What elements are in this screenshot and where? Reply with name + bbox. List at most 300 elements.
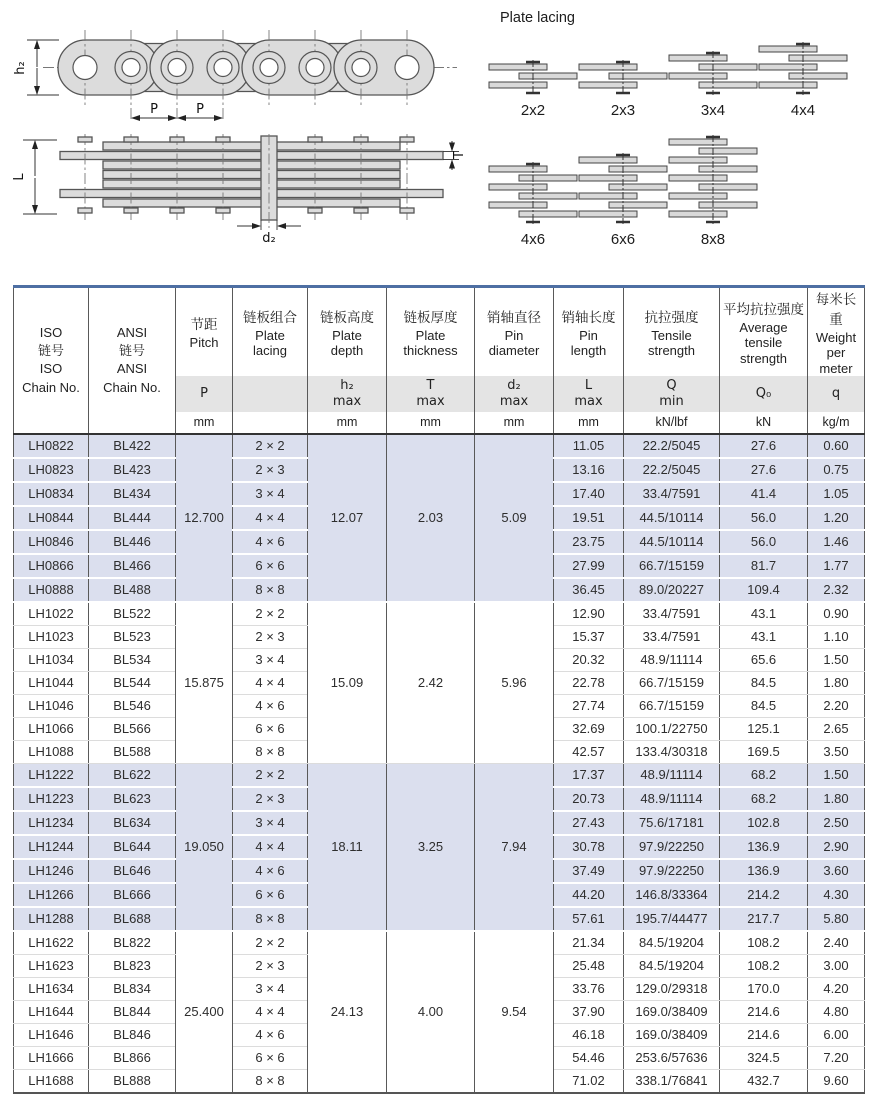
cell-plate-lacing: 4 × 4	[233, 835, 308, 859]
cell-weight-per-meter: 1.80	[808, 787, 865, 811]
cell-pin-diameter: 5.96	[475, 602, 554, 764]
cell-average-tensile-strength: 214.6	[720, 1000, 808, 1023]
column-name-cn: 每米长重	[815, 292, 857, 327]
cell-pin-length: 17.37	[554, 763, 624, 787]
cell-iso-chain-no: LH0823	[14, 458, 89, 482]
cell-average-tensile-strength: 125.1	[720, 717, 808, 740]
column-name-cn: 链板厚度	[403, 309, 458, 325]
cell-iso-chain-no: LH0822	[14, 434, 89, 458]
cell-ansi-chain-no: BL634	[89, 811, 176, 835]
cell-iso-chain-no: LH1666	[14, 1046, 89, 1069]
cell-pin-diameter: 9.54	[475, 931, 554, 1093]
cell-ansi-chain-no: BL823	[89, 954, 176, 977]
cell-tensile-strength: 22.2/5045	[624, 458, 720, 482]
cell-ansi-chain-no: BL666	[89, 883, 176, 907]
column-name-cn: 抗拉强度	[644, 309, 699, 325]
cell-average-tensile-strength: 68.2	[720, 787, 808, 811]
column-symbol: Q₀	[720, 376, 808, 412]
cell-ansi-chain-no: BL434	[89, 482, 176, 506]
cell-plate-lacing: 8 × 8	[233, 740, 308, 763]
column-name-en: Weight per meter	[815, 330, 857, 376]
column-unit: mm	[554, 412, 624, 434]
column-header	[308, 287, 387, 376]
cell-weight-per-meter: 2.40	[808, 931, 865, 955]
cell-tensile-strength: 97.9/22250	[624, 835, 720, 859]
cell-pitch: 25.400	[176, 931, 233, 1093]
cell-tensile-strength: 48.9/11114	[624, 787, 720, 811]
plate-stack	[60, 142, 443, 207]
cell-iso-chain-no: LH1688	[14, 1069, 89, 1093]
cell-weight-per-meter: 1.50	[808, 763, 865, 787]
cell-plate-lacing: 2 × 2	[233, 602, 308, 626]
cell-iso-chain-no: LH1044	[14, 671, 89, 694]
cell-average-tensile-strength: 27.6	[720, 458, 808, 482]
cell-plate-lacing: 8 × 8	[233, 578, 308, 602]
column-unit: mm	[387, 412, 475, 434]
cell-weight-per-meter: 5.80	[808, 907, 865, 931]
cell-tensile-strength: 48.9/11114	[624, 648, 720, 671]
dim-label-t: T	[452, 151, 467, 159]
lacing-label: 2x2	[520, 102, 546, 119]
cell-iso-chain-no: LH1622	[14, 931, 89, 955]
cell-pin-length: 25.48	[554, 954, 624, 977]
cell-ansi-chain-no: BL622	[89, 763, 176, 787]
cell-tensile-strength: 100.1/22750	[624, 717, 720, 740]
column-name-en: Pitch	[189, 335, 219, 351]
cell-pin-length: 46.18	[554, 1023, 624, 1046]
cell-ansi-chain-no: BL844	[89, 1000, 176, 1023]
spec-table	[13, 285, 865, 1094]
cell-pitch: 12.700	[176, 434, 233, 602]
cell-pin-length: 33.76	[554, 977, 624, 1000]
cell-average-tensile-strength: 432.7	[720, 1069, 808, 1093]
cell-pin-length: 22.78	[554, 671, 624, 694]
pin-hole	[168, 59, 186, 77]
cell-pin-length: 44.20	[554, 883, 624, 907]
column-name-en: Pin diameter	[488, 327, 540, 358]
column-symbol: q	[808, 376, 865, 412]
dim-label-h2: h₂	[13, 61, 28, 75]
column-symbol: T max	[387, 376, 475, 412]
cell-weight-per-meter: 4.30	[808, 883, 865, 907]
cell-average-tensile-strength: 84.5	[720, 694, 808, 717]
cell-tensile-strength: 84.5/19204	[624, 931, 720, 955]
cell-average-tensile-strength: 43.1	[720, 602, 808, 626]
cell-average-tensile-strength: 68.2	[720, 763, 808, 787]
cell-tensile-strength: 253.6/57636	[624, 1046, 720, 1069]
cell-weight-per-meter: 4.80	[808, 1000, 865, 1023]
column-header	[233, 287, 308, 376]
lacing-item	[578, 60, 668, 119]
cell-ansi-chain-no: BL534	[89, 648, 176, 671]
cell-pin-length: 15.37	[554, 625, 624, 648]
cell-tensile-strength: 133.4/30318	[624, 740, 720, 763]
cell-iso-chain-no: LH1088	[14, 740, 89, 763]
column-symbol: Q min	[624, 376, 720, 412]
cell-pin-length: 37.49	[554, 859, 624, 883]
lacing-item	[488, 162, 578, 248]
cell-ansi-chain-no: BL588	[89, 740, 176, 763]
cell-ansi-chain-no: BL888	[89, 1069, 176, 1093]
cell-iso-chain-no: LH1623	[14, 954, 89, 977]
cell-average-tensile-strength: 214.6	[720, 1023, 808, 1046]
cell-tensile-strength: 33.4/7591	[624, 482, 720, 506]
column-symbol: h₂ max	[308, 376, 387, 412]
lacing-label: 8x8	[700, 231, 726, 248]
cell-plate-lacing: 8 × 8	[233, 1069, 308, 1093]
cell-plate-lacing: 2 × 2	[233, 434, 308, 458]
cell-plate-lacing: 6 × 6	[233, 717, 308, 740]
spec-table-body	[14, 434, 865, 1093]
lacing-item	[758, 42, 848, 119]
cell-tensile-strength: 84.5/19204	[624, 954, 720, 977]
cell-iso-chain-no: LH0844	[14, 506, 89, 530]
column-header	[475, 287, 554, 376]
cell-plate-depth: 18.11	[308, 763, 387, 931]
cell-iso-chain-no: LH0888	[14, 578, 89, 602]
cell-ansi-chain-no: BL466	[89, 554, 176, 578]
column-header	[808, 287, 865, 376]
cell-average-tensile-strength: 324.5	[720, 1046, 808, 1069]
pin-hole	[73, 56, 97, 80]
cell-iso-chain-no: LH0866	[14, 554, 89, 578]
column-name-en: Tensile strength	[648, 327, 695, 358]
cell-ansi-chain-no: BL422	[89, 434, 176, 458]
cell-average-tensile-strength: 84.5	[720, 671, 808, 694]
cell-weight-per-meter: 7.20	[808, 1046, 865, 1069]
cell-average-tensile-strength: 65.6	[720, 648, 808, 671]
table-row	[14, 434, 865, 458]
cell-plate-lacing: 3 × 4	[233, 977, 308, 1000]
pin-hole	[260, 59, 278, 77]
cell-weight-per-meter: 0.75	[808, 458, 865, 482]
cell-weight-per-meter: 2.65	[808, 717, 865, 740]
cell-ansi-chain-no: BL846	[89, 1023, 176, 1046]
cell-tensile-strength: 48.9/11114	[624, 763, 720, 787]
column-header	[720, 287, 808, 376]
cell-plate-lacing: 8 × 8	[233, 907, 308, 931]
cell-tensile-strength: 44.5/10114	[624, 530, 720, 554]
lacing-item	[668, 51, 758, 119]
pin-hole	[306, 59, 324, 77]
table-row	[14, 763, 865, 787]
cell-tensile-strength: 66.7/15159	[624, 671, 720, 694]
cell-pin-length: 27.43	[554, 811, 624, 835]
pin-hole	[122, 59, 140, 77]
cell-plate-lacing: 2 × 3	[233, 787, 308, 811]
column-unit: mm	[176, 412, 233, 434]
column-unit: mm	[308, 412, 387, 434]
header-iso-chain-no: ISO 链号 ISO Chain No.	[14, 287, 89, 434]
cell-weight-per-meter: 6.00	[808, 1023, 865, 1046]
column-unit: kN	[720, 412, 808, 434]
cell-pin-diameter: 7.94	[475, 763, 554, 931]
cell-plate-lacing: 2 × 3	[233, 954, 308, 977]
cell-iso-chain-no: LH1644	[14, 1000, 89, 1023]
cell-pin-length: 71.02	[554, 1069, 624, 1093]
cell-pin-length: 27.99	[554, 554, 624, 578]
column-name-en: Plate depth	[330, 327, 364, 358]
lacing-icon	[667, 135, 759, 224]
cell-plate-lacing: 4 × 4	[233, 1000, 308, 1023]
cell-plate-lacing: 2 × 2	[233, 763, 308, 787]
column-symbol	[233, 376, 308, 412]
lacing-item	[488, 60, 578, 119]
lacing-icon	[577, 60, 669, 95]
cell-pin-length: 36.45	[554, 578, 624, 602]
cell-weight-per-meter: 1.10	[808, 625, 865, 648]
lacing-label: 4x4	[790, 102, 816, 119]
column-name-en: Average tensile strength	[739, 320, 788, 366]
cell-plate-depth: 24.13	[308, 931, 387, 1093]
cell-plate-lacing: 2 × 3	[233, 458, 308, 482]
column-name-cn: 销轴直径	[487, 309, 541, 325]
cell-average-tensile-strength: 81.7	[720, 554, 808, 578]
cell-iso-chain-no: LH1066	[14, 717, 89, 740]
cell-iso-chain-no: LH1023	[14, 625, 89, 648]
lacing-icon	[757, 42, 849, 95]
chain-side-view-drawing	[15, 30, 465, 135]
cell-pin-length: 12.90	[554, 602, 624, 626]
column-name-en: Pin length	[570, 327, 607, 358]
column-symbol: d₂ max	[475, 376, 554, 412]
cell-plate-lacing: 3 × 4	[233, 648, 308, 671]
cell-iso-chain-no: LH1046	[14, 694, 89, 717]
cell-pin-length: 37.90	[554, 1000, 624, 1023]
cell-weight-per-meter: 1.20	[808, 506, 865, 530]
cell-plate-lacing: 4 × 6	[233, 530, 308, 554]
cell-weight-per-meter: 2.20	[808, 694, 865, 717]
cell-ansi-chain-no: BL522	[89, 602, 176, 626]
column-name-cn: 链板高度	[320, 309, 374, 325]
lacing-icon	[667, 51, 759, 95]
cell-pin-length: 20.32	[554, 648, 624, 671]
cell-weight-per-meter: 1.05	[808, 482, 865, 506]
lacing-label: 6x6	[610, 231, 636, 248]
cell-average-tensile-strength: 170.0	[720, 977, 808, 1000]
lacing-label: 2x3	[610, 102, 636, 119]
cell-tensile-strength: 66.7/15159	[624, 554, 720, 578]
dim-label-p2: P	[196, 102, 204, 117]
column-header	[387, 287, 475, 376]
plate-lacing-grid	[488, 42, 874, 248]
cell-weight-per-meter: 0.90	[808, 602, 865, 626]
chain-plan-view-drawing	[12, 136, 467, 246]
lacing-label: 4x6	[520, 231, 546, 248]
cell-iso-chain-no: LH1288	[14, 907, 89, 931]
spec-table-head	[14, 287, 865, 434]
column-header	[176, 287, 233, 376]
cell-plate-lacing: 3 × 4	[233, 811, 308, 835]
cell-ansi-chain-no: BL446	[89, 530, 176, 554]
cell-ansi-chain-no: BL866	[89, 1046, 176, 1069]
cell-pin-length: 57.61	[554, 907, 624, 931]
cell-ansi-chain-no: BL688	[89, 907, 176, 931]
cell-plate-lacing: 6 × 6	[233, 1046, 308, 1069]
cell-plate-lacing: 2 × 3	[233, 625, 308, 648]
cell-weight-per-meter: 1.80	[808, 671, 865, 694]
cell-iso-chain-no: LH1223	[14, 787, 89, 811]
cell-plate-thickness: 4.00	[387, 931, 475, 1093]
cell-iso-chain-no: LH1246	[14, 859, 89, 883]
cell-weight-per-meter: 3.60	[808, 859, 865, 883]
cell-ansi-chain-no: BL546	[89, 694, 176, 717]
cell-weight-per-meter: 1.46	[808, 530, 865, 554]
dim-label-p1: P	[150, 102, 158, 117]
cell-plate-thickness: 2.42	[387, 602, 475, 764]
dim-label-d2: d₂	[262, 231, 276, 246]
header-ansi-chain-no: ANSI 链号 ANSI Chain No.	[89, 287, 176, 434]
cell-tensile-strength: 33.4/7591	[624, 625, 720, 648]
cell-tensile-strength: 146.8/33364	[624, 883, 720, 907]
cell-weight-per-meter: 9.60	[808, 1069, 865, 1093]
cell-weight-per-meter: 3.00	[808, 954, 865, 977]
cell-ansi-chain-no: BL488	[89, 578, 176, 602]
pin-hole	[214, 59, 232, 77]
cell-pin-length: 11.05	[554, 434, 624, 458]
cell-tensile-strength: 66.7/15159	[624, 694, 720, 717]
cell-iso-chain-no: LH1266	[14, 883, 89, 907]
column-name-cn: 销轴长度	[561, 309, 616, 325]
cell-plate-depth: 12.07	[308, 434, 387, 602]
plate-lacing-section	[488, 10, 874, 248]
column-name-cn: 节距	[190, 317, 218, 333]
cell-pin-length: 42.57	[554, 740, 624, 763]
column-unit: kg/m	[808, 412, 865, 434]
cell-tensile-strength: 89.0/20227	[624, 578, 720, 602]
cell-iso-chain-no: LH1234	[14, 811, 89, 835]
cell-weight-per-meter: 1.77	[808, 554, 865, 578]
column-symbol: P	[176, 376, 233, 412]
cell-average-tensile-strength: 56.0	[720, 506, 808, 530]
pin-hole	[395, 56, 419, 80]
column-name-en: Plate lacing	[253, 327, 287, 358]
plate-lacing-title: Plate lacing	[500, 10, 575, 26]
cell-plate-lacing: 3 × 4	[233, 482, 308, 506]
cell-iso-chain-no: LH1634	[14, 977, 89, 1000]
cell-average-tensile-strength: 169.5	[720, 740, 808, 763]
cell-plate-lacing: 4 × 6	[233, 859, 308, 883]
cell-tensile-strength: 33.4/7591	[624, 602, 720, 626]
cell-average-tensile-strength: 56.0	[720, 530, 808, 554]
cell-iso-chain-no: LH1646	[14, 1023, 89, 1046]
cell-average-tensile-strength: 27.6	[720, 434, 808, 458]
cell-pitch: 15.875	[176, 602, 233, 764]
cell-tensile-strength: 97.9/22250	[624, 859, 720, 883]
cell-ansi-chain-no: BL834	[89, 977, 176, 1000]
cell-plate-lacing: 4 × 6	[233, 694, 308, 717]
cell-pin-length: 19.51	[554, 506, 624, 530]
cell-tensile-strength: 338.1/76841	[624, 1069, 720, 1093]
cell-average-tensile-strength: 102.8	[720, 811, 808, 835]
cell-plate-lacing: 4 × 4	[233, 506, 308, 530]
cell-iso-chain-no: LH0834	[14, 482, 89, 506]
column-header	[624, 287, 720, 376]
cell-ansi-chain-no: BL566	[89, 717, 176, 740]
cell-plate-lacing: 6 × 6	[233, 883, 308, 907]
cell-weight-per-meter: 0.60	[808, 434, 865, 458]
cell-iso-chain-no: LH1022	[14, 602, 89, 626]
cell-average-tensile-strength: 217.7	[720, 907, 808, 931]
lacing-icon	[487, 162, 579, 224]
cell-tensile-strength: 169.0/38409	[624, 1023, 720, 1046]
cell-pin-length: 13.16	[554, 458, 624, 482]
cell-weight-per-meter: 2.90	[808, 835, 865, 859]
cell-pin-length: 32.69	[554, 717, 624, 740]
cell-pin-length: 17.40	[554, 482, 624, 506]
cell-plate-lacing: 2 × 2	[233, 931, 308, 955]
column-unit: mm	[475, 412, 554, 434]
lacing-item	[578, 153, 668, 248]
pin-hole	[352, 59, 370, 77]
column-unit: kN/lbf	[624, 412, 720, 434]
cell-average-tensile-strength: 43.1	[720, 625, 808, 648]
cell-pin-diameter: 5.09	[475, 434, 554, 602]
cell-tensile-strength: 169.0/38409	[624, 1000, 720, 1023]
cell-tensile-strength: 195.7/44477	[624, 907, 720, 931]
cell-average-tensile-strength: 108.2	[720, 954, 808, 977]
cell-pin-length: 20.73	[554, 787, 624, 811]
cell-average-tensile-strength: 108.2	[720, 931, 808, 955]
cell-pin-length: 27.74	[554, 694, 624, 717]
cell-pin-length: 30.78	[554, 835, 624, 859]
cell-iso-chain-no: LH1244	[14, 835, 89, 859]
cell-ansi-chain-no: BL646	[89, 859, 176, 883]
lacing-item	[668, 135, 758, 248]
column-name-en: Plate thickness	[403, 327, 458, 358]
cell-plate-lacing: 4 × 6	[233, 1023, 308, 1046]
lacing-icon	[577, 153, 669, 224]
cell-ansi-chain-no: BL423	[89, 458, 176, 482]
cell-pin-length: 23.75	[554, 530, 624, 554]
cell-iso-chain-no: LH1222	[14, 763, 89, 787]
column-name-cn: 链板组合	[243, 309, 297, 325]
cell-plate-depth: 15.09	[308, 602, 387, 764]
cell-weight-per-meter: 2.50	[808, 811, 865, 835]
cell-pin-length: 21.34	[554, 931, 624, 955]
cell-ansi-chain-no: BL444	[89, 506, 176, 530]
cell-tensile-strength: 44.5/10114	[624, 506, 720, 530]
cell-plate-thickness: 3.25	[387, 763, 475, 931]
cell-average-tensile-strength: 136.9	[720, 835, 808, 859]
cell-plate-lacing: 4 × 4	[233, 671, 308, 694]
cell-ansi-chain-no: BL644	[89, 835, 176, 859]
cell-tensile-strength: 129.0/29318	[624, 977, 720, 1000]
cell-tensile-strength: 75.6/17181	[624, 811, 720, 835]
cell-plate-thickness: 2.03	[387, 434, 475, 602]
column-header	[554, 287, 624, 376]
cell-weight-per-meter: 3.50	[808, 740, 865, 763]
cell-average-tensile-strength: 214.2	[720, 883, 808, 907]
cell-weight-per-meter: 2.32	[808, 578, 865, 602]
cell-ansi-chain-no: BL544	[89, 671, 176, 694]
cell-pin-length: 54.46	[554, 1046, 624, 1069]
cell-tensile-strength: 22.2/5045	[624, 434, 720, 458]
table-row	[14, 931, 865, 955]
cell-average-tensile-strength: 136.9	[720, 859, 808, 883]
cell-ansi-chain-no: BL822	[89, 931, 176, 955]
cell-plate-lacing: 6 × 6	[233, 554, 308, 578]
cell-ansi-chain-no: BL623	[89, 787, 176, 811]
column-symbol: L max	[554, 376, 624, 412]
dim-label-l: L	[12, 173, 27, 181]
table-row	[14, 602, 865, 626]
cell-average-tensile-strength: 41.4	[720, 482, 808, 506]
lacing-icon	[487, 60, 579, 95]
cell-pitch: 19.050	[176, 763, 233, 931]
cell-weight-per-meter: 1.50	[808, 648, 865, 671]
column-name-cn: 平均抗拉强度	[723, 302, 804, 317]
